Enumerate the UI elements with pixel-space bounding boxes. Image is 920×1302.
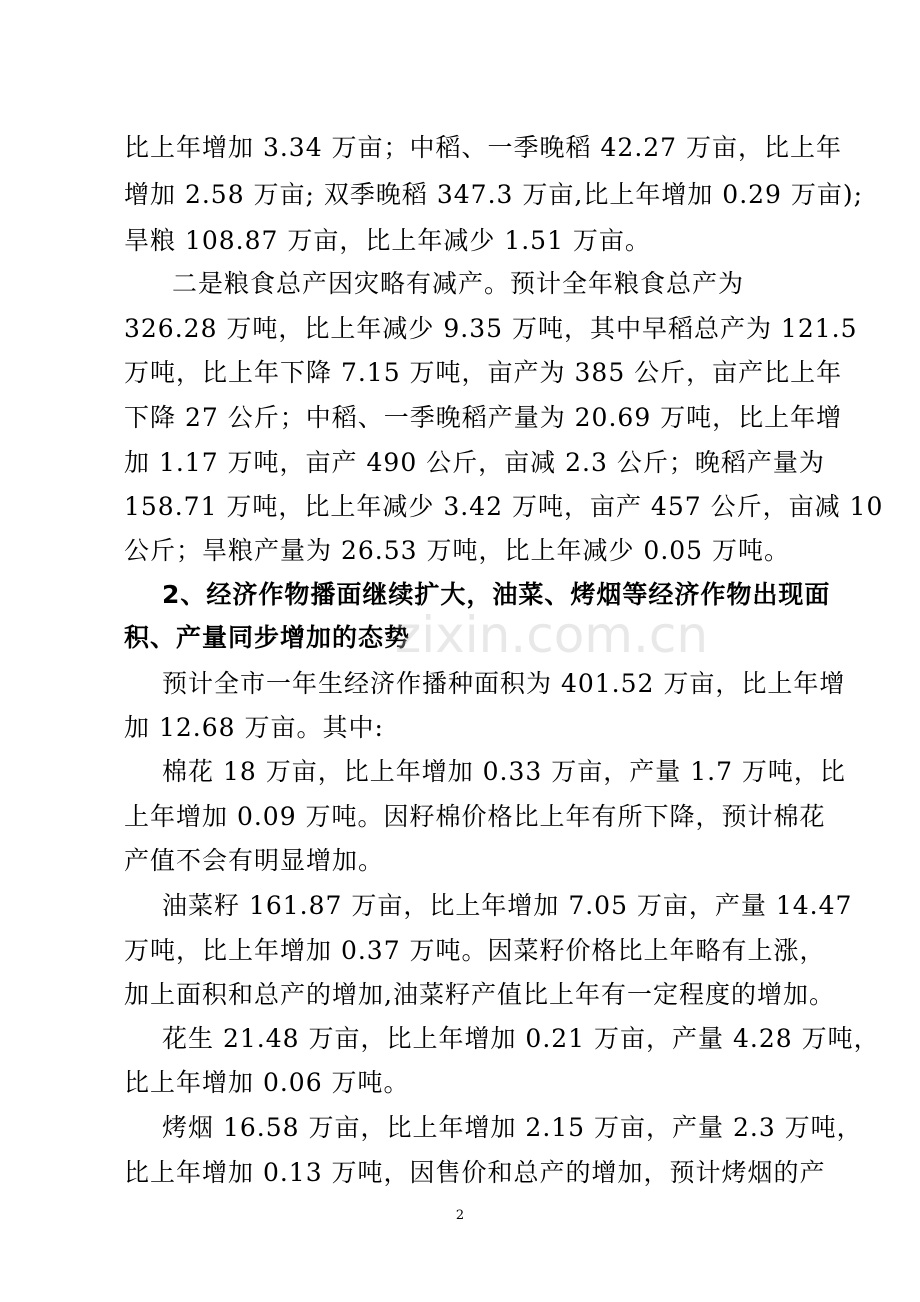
text-line: 万吨，比上年下降 7.15 万吨，亩产为 385 公斤，亩产比上年 [124,358,843,387]
section-heading: 2、经济作物播面继续扩大，油菜、烤烟等经济作物出现面 [162,580,831,609]
text-line: 烤烟 16.58 万亩，比上年增加 2.15 万亩，产量 2.3 万吨， [162,1113,863,1142]
text-line: 旱粮 108.87 万亩，比上年减少 1.51 万亩。 [124,226,651,255]
text-line: 产值不会有明显增加。 [124,846,385,875]
text-line: 花生 21.48 万亩，比上年增加 0.21 万亩，产量 4.28 万吨， [162,1024,880,1053]
text-line: 万吨，比上年增加 0.37 万吨。因菜籽价格比上年略有上涨， [124,936,826,965]
text-line: 二是粮食总产因灾略有减产。预计全年粮食总产为 [172,269,745,298]
text-line: 增加 2.58 万亩; 双季晚稻 347.3 万亩,比上年增加 0.29 万亩); [124,180,864,209]
text-line: 加 1.17 万吨，亩产 490 公斤，亩减 2.3 公斤；晚稻产量为 [124,448,825,477]
watermark: zixin.com.cn [395,606,709,664]
text-line: 预计全市一年生经济作播种面积为 401.52 万亩，比上年增 [162,669,846,698]
page-number: 2 [455,1208,465,1223]
text-line: 158.71 万吨，比上年减少 3.42 万吨，亩产 457 公斤，亩减 10 [124,492,884,521]
text-line: 比上年增加 3.34 万亩；中稻、一季晚稻 42.27 万亩，比上年 [124,133,843,162]
text-line: 棉花 18 万亩，比上年增加 0.33 万亩，产量 1.7 万吨，比 [162,757,846,786]
text-line: 加上面积和总产的增加,油菜籽产值比上年有一定程度的增加。 [124,980,835,1009]
text-line: 比上年增加 0.13 万吨，因售价和总产的增加，预计烤烟的产 [124,1158,826,1187]
text-line: 油菜籽 161.87 万亩，比上年增加 7.05 万亩，产量 14.47 [162,891,853,920]
text-line: 加 12.68 万亩。其中: [124,713,384,742]
text-line: 上年增加 0.09 万吨。因籽棉价格比上年有所下降，预计棉花 [124,802,826,831]
section-heading: 积、产量同步增加的态势 [124,623,411,652]
text-line: 下降 27 公斤；中稻、一季晚稻产量为 20.69 万吨，比上年增 [124,403,843,432]
text-line: 比上年增加 0.06 万吨。 [124,1068,410,1097]
text-line: 公斤；旱粮产量为 26.53 万吨，比上年减少 0.05 万吨。 [124,536,791,565]
text-line: 326.28 万吨，比上年减少 9.35 万吨，其中早稻总产为 121.5 [124,314,858,343]
